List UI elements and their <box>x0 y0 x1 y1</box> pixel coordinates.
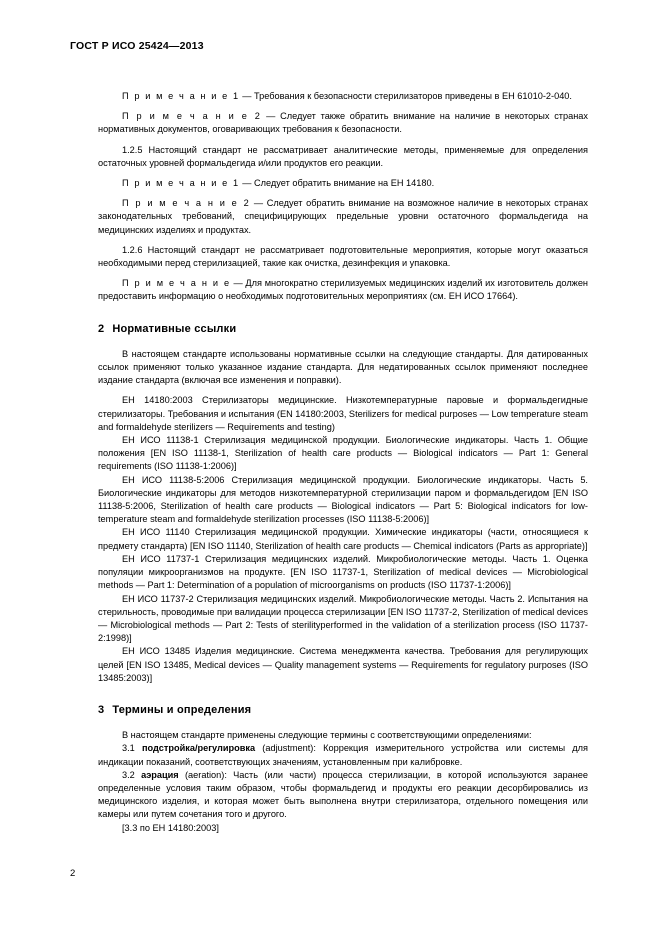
normative-standard-item: ЕН 14180:2003 Стерилизаторы медицинские. Низкотемпературные паровые и формальдегидные стерилизаторы. Требования и испытания (EN 14180:2003, Sterilizers for medical purposes — Low temperature steam and formaldehyde sterilizers — Requirements and testing) <box>98 395 588 432</box>
clause-text: Настоящий стандарт не рассматривает аналитические методы, применяемые для определения остаточных уровней формальдегида и/или продуктов его реакции. <box>98 144 588 168</box>
note-label: П р и м е ч а н и е 1 <box>122 91 240 101</box>
note-text: — Следует обратить внимание на возможное наличие в некоторых странах законодательных требований, специфицирующих предельные уровни остаточного формальдегида на медицинских изделиях и продуктах. <box>98 198 588 235</box>
note-paragraph <box>98 110 588 136</box>
section-heading-normative-references <box>98 323 588 336</box>
term-number: 3.1 <box>122 743 135 754</box>
term-definition: (aeration): Часть (или части) процесса стерилизации, в которой используются заранее определенные условия таким образом, чтобы формальдегид и продукты его реакции десорбировались из медицинского изделия, и которая может быть выполнена внутри стерилизатора, отдельного помещения или камеры или путем сочетания того и другого. <box>98 769 588 820</box>
clause-number: 1.2.5 <box>122 144 143 155</box>
section-title: Термины и определения <box>112 703 252 716</box>
page-content <box>98 83 588 835</box>
note-label: П р и м е ч а н и е 2 <box>122 111 262 122</box>
term-entry <box>98 769 588 822</box>
note-label: П р и м е ч а н и е 2 <box>122 198 251 209</box>
section3-intro: В настоящем стандарте применены следующие термины с соответствующими определениями: <box>122 730 532 741</box>
normative-standard-item: ЕН ИСО 11138-1 Стерилизация медицинской продукции. Биологические индикаторы. Часть 1. Общие положения [EN ISO 11138-1, Sterilization of health care products — Biological indicators — Part 1: General requirements (ISO 11138-1:2006)] <box>98 435 588 472</box>
note-paragraph <box>98 197 588 237</box>
normative-standard-item: ЕН ИСО 11737-1 Стерилизация медицинских изделий. Микробиологические методы. Часть 1. Оценка популяции микроорганизмов на продукте. [EN ISO 11737-1, Sterilization of medical devices — Microbiological methods — Part 1: Determination of a population of microorganisms on products (ISO 11737-1:2006)] <box>98 553 588 591</box>
note-paragraph <box>98 277 588 303</box>
section-number: 2 <box>98 322 105 335</box>
section-heading-terms-and-definitions <box>98 704 588 717</box>
term-name: аэрация <box>141 769 179 780</box>
normative-standard-item: ЕН ИСО 13485 Изделия медицинские. Система менеджмента качества. Требования для регулирующих целей [EN ISO 13485, Medical devices — Quality management systems — Requirements for regulatory purposes (ISO 13485:2003)] <box>98 646 588 683</box>
normative-standard-item: ЕН ИСО 11737-2 Стерилизация медицинских изделий. Микробиологические методы. Часть 2. Испытания на стерильность, проводимые при валидации процесса стерилизации [EN ISO 11737-2, Sterilization of medical devices — Microbiological methods — Part 2: Tests of sterilityperformed in the validation of a sterilization process (ISO 11737-2:1998)] <box>98 593 588 644</box>
term-name: подстройка/регулировка <box>142 743 256 754</box>
term-entry <box>98 742 588 768</box>
section-title: Нормативные ссылки <box>112 322 237 335</box>
section-number: 3 <box>98 703 105 716</box>
normative-standard-item: ЕН ИСО 11140 Стерилизация медицинской продукции. Химические индикаторы (части, относящиеся к предмету стандарта) [EN ISO 11140, Sterilization of health care products — Chemical indicators (Parts as appropriate)] <box>98 527 588 551</box>
clause-paragraph <box>98 144 588 170</box>
note-text: — Требования к безопасности стерилизаторов приведены в ЕН 61010-2-040. <box>239 91 572 101</box>
term-definition: (adjustment): Коррекция измерительного устройства или системы для индикации показаний, соответствующих значениям, установленным при калибровке. <box>98 743 588 767</box>
note-paragraph <box>98 90 588 103</box>
normative-standard-item: ЕН ИСО 11138-5:2006 Стерилизация медицинской продукции. Биологические индикаторы. Часть 5. Биологические индикаторы для методов низкотемпературной стерилизации паром и формальдегидом [EN ISO 11138-5:2006, Sterilization of health care products — Biological indicators — Part 5: Biological indicators for low-temperature steam and formaldehyde sterilization processes (ISO 11138-5:2006)] <box>98 474 588 525</box>
note-label: П р и м е ч а н и е <box>122 278 231 289</box>
note-label: П р и м е ч а н и е 1 <box>122 178 240 189</box>
note-text: — Следует обратить внимание на ЕН 14180. <box>239 178 435 189</box>
note-text: — Для многократно стерилизуемых медицинских изделий их изготовитель должен предоставить информацию о необходимых подготовительных мероприятиях (см. ЕН ИСО 17664). <box>98 278 589 302</box>
note-paragraph <box>98 177 588 190</box>
clause-paragraph <box>98 244 588 270</box>
page-number: 2 <box>70 868 76 879</box>
page-header: ГОСТ Р ИСО 25424—2013 <box>70 40 204 52</box>
clause-text: Настоящий стандарт не рассматривает подготовительные мероприятия, которые могут оказаться необходимыми перед стерилизацией, такие как очистка, дезинфекция и упаковка. <box>98 244 588 269</box>
section2-intro: В настоящем стандарте использованы нормативные ссылки на следующие стандарты. Для датированных ссылок применяют только указанное издание стандарта. Для недатированных ссылок применяют последнее издание стандарта (включая все изменения и поправки). <box>98 348 588 386</box>
term-number: 3.2 <box>122 769 135 780</box>
term-source-reference: [3.3 по ЕН 14180:2003] <box>122 822 219 833</box>
note-text: — Следует также обратить внимание на наличие в некоторых странах нормативных документов, оговаривающих требования к безопасности. <box>98 111 589 135</box>
clause-number: 1.2.6 <box>122 244 143 255</box>
